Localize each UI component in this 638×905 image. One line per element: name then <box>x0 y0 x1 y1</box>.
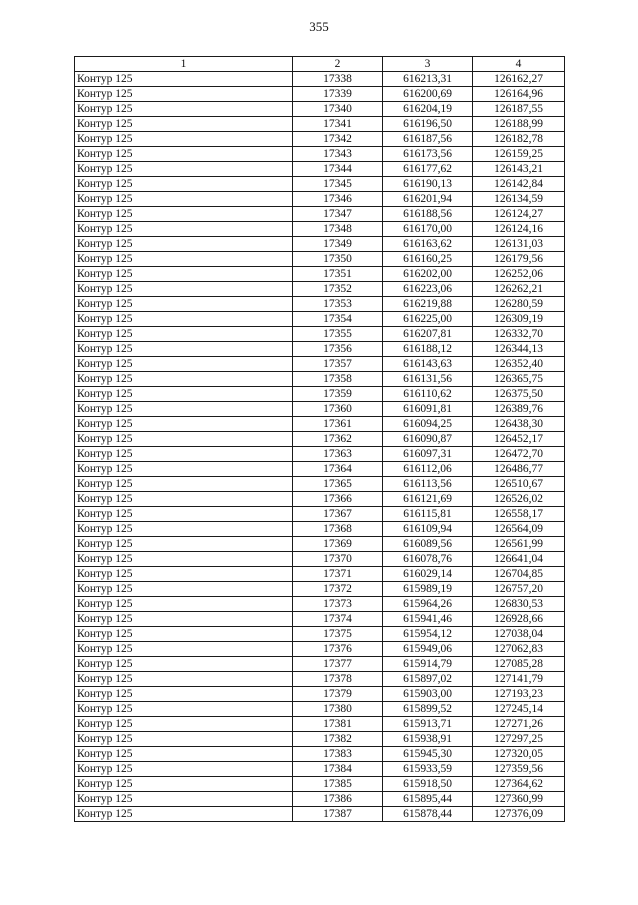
point-number-cell: 17372 <box>293 582 383 597</box>
y-coordinate-cell: 126558,17 <box>473 507 565 522</box>
y-coordinate-cell: 127297,25 <box>473 732 565 747</box>
table-row <box>75 777 565 792</box>
contour-name-cell: Контур 125 <box>75 372 293 387</box>
table-row <box>75 132 565 147</box>
y-coordinate-cell: 126641,04 <box>473 552 565 567</box>
table-row <box>75 477 565 492</box>
x-coordinate-cell: 616190,13 <box>383 177 473 192</box>
contour-name-cell: Контур 125 <box>75 132 293 147</box>
point-number-cell: 17379 <box>293 687 383 702</box>
contour-name-cell: Контур 125 <box>75 162 293 177</box>
table-row <box>75 237 565 252</box>
y-coordinate-cell: 126164,96 <box>473 87 565 102</box>
point-number-cell: 17361 <box>293 417 383 432</box>
point-number-cell: 17341 <box>293 117 383 132</box>
point-number-cell: 17360 <box>293 402 383 417</box>
table-row <box>75 282 565 297</box>
x-coordinate-cell: 616196,50 <box>383 117 473 132</box>
contour-name-cell: Контур 125 <box>75 252 293 267</box>
table-row <box>75 702 565 717</box>
point-number-cell: 17349 <box>293 237 383 252</box>
contour-name-cell: Контур 125 <box>75 222 293 237</box>
table-row <box>75 162 565 177</box>
contour-name-cell: Контур 125 <box>75 282 293 297</box>
table-row <box>75 267 565 282</box>
contour-name-cell: Контур 125 <box>75 582 293 597</box>
point-number-cell: 17356 <box>293 342 383 357</box>
x-coordinate-cell: 616131,56 <box>383 372 473 387</box>
contour-name-cell: Контур 125 <box>75 732 293 747</box>
y-coordinate-cell: 126830,53 <box>473 597 565 612</box>
point-number-cell: 17347 <box>293 207 383 222</box>
contour-name-cell: Контур 125 <box>75 387 293 402</box>
y-coordinate-cell: 127085,28 <box>473 657 565 672</box>
table-row <box>75 657 565 672</box>
y-coordinate-cell: 126252,06 <box>473 267 565 282</box>
table-row <box>75 312 565 327</box>
x-coordinate-cell: 616200,69 <box>383 87 473 102</box>
x-coordinate-cell: 616112,06 <box>383 462 473 477</box>
y-coordinate-cell: 126757,20 <box>473 582 565 597</box>
x-coordinate-cell: 616187,56 <box>383 132 473 147</box>
point-number-cell: 17339 <box>293 87 383 102</box>
point-number-cell: 17346 <box>293 192 383 207</box>
x-coordinate-cell: 615895,44 <box>383 792 473 807</box>
y-coordinate-cell: 126365,75 <box>473 372 565 387</box>
table-row <box>75 582 565 597</box>
y-coordinate-cell: 127359,56 <box>473 762 565 777</box>
y-coordinate-cell: 126526,02 <box>473 492 565 507</box>
x-coordinate-cell: 615933,59 <box>383 762 473 777</box>
contour-name-cell: Контур 125 <box>75 762 293 777</box>
table-row <box>75 372 565 387</box>
table-row <box>75 762 565 777</box>
contour-name-cell: Контур 125 <box>75 312 293 327</box>
y-coordinate-cell: 127038,04 <box>473 627 565 642</box>
point-number-cell: 17364 <box>293 462 383 477</box>
contour-name-cell: Контур 125 <box>75 267 293 282</box>
contour-name-cell: Контур 125 <box>75 792 293 807</box>
table-row <box>75 537 565 552</box>
y-coordinate-cell: 126389,76 <box>473 402 565 417</box>
point-number-cell: 17355 <box>293 327 383 342</box>
table-row <box>75 612 565 627</box>
table-row <box>75 552 565 567</box>
header-row <box>75 57 565 72</box>
contour-name-cell: Контур 125 <box>75 297 293 312</box>
contour-name-cell: Контур 125 <box>75 522 293 537</box>
y-coordinate-cell: 126124,27 <box>473 207 565 222</box>
point-number-cell: 17387 <box>293 807 383 822</box>
table-row <box>75 687 565 702</box>
table-row <box>75 147 565 162</box>
x-coordinate-cell: 616213,31 <box>383 72 473 87</box>
x-coordinate-cell: 615913,71 <box>383 717 473 732</box>
contour-name-cell: Контур 125 <box>75 717 293 732</box>
y-coordinate-cell: 126162,27 <box>473 72 565 87</box>
point-number-cell: 17353 <box>293 297 383 312</box>
y-coordinate-cell: 127193,23 <box>473 687 565 702</box>
x-coordinate-cell: 616110,62 <box>383 387 473 402</box>
contour-name-cell: Контур 125 <box>75 627 293 642</box>
column-header-2: 2 <box>293 57 383 72</box>
table-row <box>75 567 565 582</box>
x-coordinate-cell: 616207,81 <box>383 327 473 342</box>
y-coordinate-cell: 126179,56 <box>473 252 565 267</box>
point-number-cell: 17384 <box>293 762 383 777</box>
point-number-cell: 17371 <box>293 567 383 582</box>
x-coordinate-cell: 616029,14 <box>383 567 473 582</box>
point-number-cell: 17376 <box>293 642 383 657</box>
point-number-cell: 17359 <box>293 387 383 402</box>
column-header-3: 3 <box>383 57 473 72</box>
table-row <box>75 462 565 477</box>
table-body <box>75 72 565 822</box>
contour-name-cell: Контур 125 <box>75 102 293 117</box>
y-coordinate-cell: 126142,84 <box>473 177 565 192</box>
y-coordinate-cell: 126187,55 <box>473 102 565 117</box>
x-coordinate-cell: 616089,56 <box>383 537 473 552</box>
contour-name-cell: Контур 125 <box>75 747 293 762</box>
point-number-cell: 17342 <box>293 132 383 147</box>
x-coordinate-cell: 615897,02 <box>383 672 473 687</box>
coordinates-table <box>74 56 565 822</box>
contour-name-cell: Контур 125 <box>75 597 293 612</box>
table-row <box>75 807 565 822</box>
table-row <box>75 717 565 732</box>
point-number-cell: 17348 <box>293 222 383 237</box>
x-coordinate-cell: 616170,00 <box>383 222 473 237</box>
y-coordinate-cell: 126309,19 <box>473 312 565 327</box>
table-row <box>75 252 565 267</box>
contour-name-cell: Контур 125 <box>75 237 293 252</box>
point-number-cell: 17378 <box>293 672 383 687</box>
table-row <box>75 387 565 402</box>
y-coordinate-cell: 127376,09 <box>473 807 565 822</box>
x-coordinate-cell: 616225,00 <box>383 312 473 327</box>
x-coordinate-cell: 615938,91 <box>383 732 473 747</box>
table-row <box>75 402 565 417</box>
point-number-cell: 17344 <box>293 162 383 177</box>
x-coordinate-cell: 616223,06 <box>383 282 473 297</box>
point-number-cell: 17374 <box>293 612 383 627</box>
contour-name-cell: Контур 125 <box>75 492 293 507</box>
table-row <box>75 432 565 447</box>
x-coordinate-cell: 616188,56 <box>383 207 473 222</box>
table-row <box>75 507 565 522</box>
y-coordinate-cell: 126188,99 <box>473 117 565 132</box>
point-number-cell: 17380 <box>293 702 383 717</box>
point-number-cell: 17368 <box>293 522 383 537</box>
x-coordinate-cell: 616173,56 <box>383 147 473 162</box>
contour-name-cell: Контур 125 <box>75 87 293 102</box>
y-coordinate-cell: 127062,83 <box>473 642 565 657</box>
point-number-cell: 17367 <box>293 507 383 522</box>
page-number: 355 <box>309 19 329 34</box>
x-coordinate-cell: 615945,30 <box>383 747 473 762</box>
table-row <box>75 447 565 462</box>
y-coordinate-cell: 126438,30 <box>473 417 565 432</box>
table-row <box>75 642 565 657</box>
point-number-cell: 17386 <box>293 792 383 807</box>
contour-name-cell: Контур 125 <box>75 432 293 447</box>
table-row <box>75 492 565 507</box>
x-coordinate-cell: 616078,76 <box>383 552 473 567</box>
table-row <box>75 72 565 87</box>
table-row <box>75 732 565 747</box>
contour-name-cell: Контур 125 <box>75 207 293 222</box>
table-row <box>75 522 565 537</box>
y-coordinate-cell: 126472,70 <box>473 447 565 462</box>
y-coordinate-cell: 127141,79 <box>473 672 565 687</box>
x-coordinate-cell: 615899,52 <box>383 702 473 717</box>
point-number-cell: 17363 <box>293 447 383 462</box>
table-row <box>75 597 565 612</box>
contour-name-cell: Контур 125 <box>75 177 293 192</box>
point-number-cell: 17370 <box>293 552 383 567</box>
x-coordinate-cell: 616113,56 <box>383 477 473 492</box>
point-number-cell: 17340 <box>293 102 383 117</box>
x-coordinate-cell: 615964,26 <box>383 597 473 612</box>
contour-name-cell: Контур 125 <box>75 327 293 342</box>
point-number-cell: 17365 <box>293 477 383 492</box>
table-row <box>75 192 565 207</box>
point-number-cell: 17352 <box>293 282 383 297</box>
contour-name-cell: Контур 125 <box>75 702 293 717</box>
y-coordinate-cell: 126131,03 <box>473 237 565 252</box>
point-number-cell: 17350 <box>293 252 383 267</box>
x-coordinate-cell: 616090,87 <box>383 432 473 447</box>
y-coordinate-cell: 126262,21 <box>473 282 565 297</box>
y-coordinate-cell: 126134,59 <box>473 192 565 207</box>
table-row <box>75 792 565 807</box>
x-coordinate-cell: 616160,25 <box>383 252 473 267</box>
point-number-cell: 17354 <box>293 312 383 327</box>
point-number-cell: 17357 <box>293 357 383 372</box>
contour-name-cell: Контур 125 <box>75 117 293 132</box>
y-coordinate-cell: 126182,78 <box>473 132 565 147</box>
y-coordinate-cell: 126510,67 <box>473 477 565 492</box>
column-header-1: 1 <box>75 57 293 72</box>
contour-name-cell: Контур 125 <box>75 552 293 567</box>
contour-name-cell: Контур 125 <box>75 507 293 522</box>
point-number-cell: 17345 <box>293 177 383 192</box>
y-coordinate-cell: 126486,77 <box>473 462 565 477</box>
contour-name-cell: Контур 125 <box>75 417 293 432</box>
y-coordinate-cell: 127245,14 <box>473 702 565 717</box>
contour-name-cell: Контур 125 <box>75 642 293 657</box>
contour-name-cell: Контур 125 <box>75 672 293 687</box>
point-number-cell: 17369 <box>293 537 383 552</box>
x-coordinate-cell: 616121,69 <box>383 492 473 507</box>
y-coordinate-cell: 127320,05 <box>473 747 565 762</box>
point-number-cell: 17366 <box>293 492 383 507</box>
table-header <box>75 57 565 72</box>
table-row <box>75 627 565 642</box>
contour-name-cell: Контур 125 <box>75 477 293 492</box>
x-coordinate-cell: 616115,81 <box>383 507 473 522</box>
x-coordinate-cell: 616143,63 <box>383 357 473 372</box>
contour-name-cell: Контур 125 <box>75 537 293 552</box>
contour-name-cell: Контур 125 <box>75 357 293 372</box>
table-row <box>75 297 565 312</box>
y-coordinate-cell: 126124,16 <box>473 222 565 237</box>
contour-name-cell: Контур 125 <box>75 567 293 582</box>
y-coordinate-cell: 126375,50 <box>473 387 565 402</box>
y-coordinate-cell: 126452,17 <box>473 432 565 447</box>
table-row <box>75 747 565 762</box>
y-coordinate-cell: 126928,66 <box>473 612 565 627</box>
y-coordinate-cell: 126352,40 <box>473 357 565 372</box>
y-coordinate-cell: 126159,25 <box>473 147 565 162</box>
table-row <box>75 222 565 237</box>
x-coordinate-cell: 616202,00 <box>383 267 473 282</box>
x-coordinate-cell: 616094,25 <box>383 417 473 432</box>
table-row <box>75 672 565 687</box>
x-coordinate-cell: 616177,62 <box>383 162 473 177</box>
y-coordinate-cell: 126344,13 <box>473 342 565 357</box>
x-coordinate-cell: 615914,79 <box>383 657 473 672</box>
contour-name-cell: Контур 125 <box>75 402 293 417</box>
y-coordinate-cell: 127364,62 <box>473 777 565 792</box>
x-coordinate-cell: 616219,88 <box>383 297 473 312</box>
x-coordinate-cell: 616109,94 <box>383 522 473 537</box>
x-coordinate-cell: 616163,62 <box>383 237 473 252</box>
point-number-cell: 17385 <box>293 777 383 792</box>
x-coordinate-cell: 616097,31 <box>383 447 473 462</box>
y-coordinate-cell: 126564,09 <box>473 522 565 537</box>
point-number-cell: 17343 <box>293 147 383 162</box>
column-header-4: 4 <box>473 57 565 72</box>
x-coordinate-cell: 616204,19 <box>383 102 473 117</box>
table-row <box>75 342 565 357</box>
point-number-cell: 17373 <box>293 597 383 612</box>
y-coordinate-cell: 126704,85 <box>473 567 565 582</box>
point-number-cell: 17377 <box>293 657 383 672</box>
y-coordinate-cell: 127271,26 <box>473 717 565 732</box>
point-number-cell: 17351 <box>293 267 383 282</box>
contour-name-cell: Контур 125 <box>75 687 293 702</box>
y-coordinate-cell: 126561,99 <box>473 537 565 552</box>
y-coordinate-cell: 126280,59 <box>473 297 565 312</box>
contour-name-cell: Контур 125 <box>75 147 293 162</box>
point-number-cell: 17375 <box>293 627 383 642</box>
contour-name-cell: Контур 125 <box>75 462 293 477</box>
point-number-cell: 17358 <box>293 372 383 387</box>
point-number-cell: 17382 <box>293 732 383 747</box>
y-coordinate-cell: 126332,70 <box>473 327 565 342</box>
table-row <box>75 117 565 132</box>
table-row <box>75 102 565 117</box>
table-row <box>75 177 565 192</box>
x-coordinate-cell: 615989,19 <box>383 582 473 597</box>
x-coordinate-cell: 615903,00 <box>383 687 473 702</box>
x-coordinate-cell: 615941,46 <box>383 612 473 627</box>
point-number-cell: 17381 <box>293 717 383 732</box>
table-row <box>75 327 565 342</box>
point-number-cell: 17338 <box>293 72 383 87</box>
x-coordinate-cell: 615949,06 <box>383 642 473 657</box>
contour-name-cell: Контур 125 <box>75 807 293 822</box>
contour-name-cell: Контур 125 <box>75 657 293 672</box>
contour-name-cell: Контур 125 <box>75 777 293 792</box>
contour-name-cell: Контур 125 <box>75 192 293 207</box>
point-number-cell: 17383 <box>293 747 383 762</box>
x-coordinate-cell: 616091,81 <box>383 402 473 417</box>
x-coordinate-cell: 615954,12 <box>383 627 473 642</box>
table-row <box>75 417 565 432</box>
y-coordinate-cell: 127360,99 <box>473 792 565 807</box>
x-coordinate-cell: 615878,44 <box>383 807 473 822</box>
x-coordinate-cell: 616188,12 <box>383 342 473 357</box>
y-coordinate-cell: 126143,21 <box>473 162 565 177</box>
contour-name-cell: Контур 125 <box>75 72 293 87</box>
x-coordinate-cell: 615918,50 <box>383 777 473 792</box>
table-row <box>75 357 565 372</box>
contour-name-cell: Контур 125 <box>75 612 293 627</box>
point-number-cell: 17362 <box>293 432 383 447</box>
contour-name-cell: Контур 125 <box>75 447 293 462</box>
table-row <box>75 87 565 102</box>
x-coordinate-cell: 616201,94 <box>383 192 473 207</box>
table-row <box>75 207 565 222</box>
contour-name-cell: Контур 125 <box>75 342 293 357</box>
